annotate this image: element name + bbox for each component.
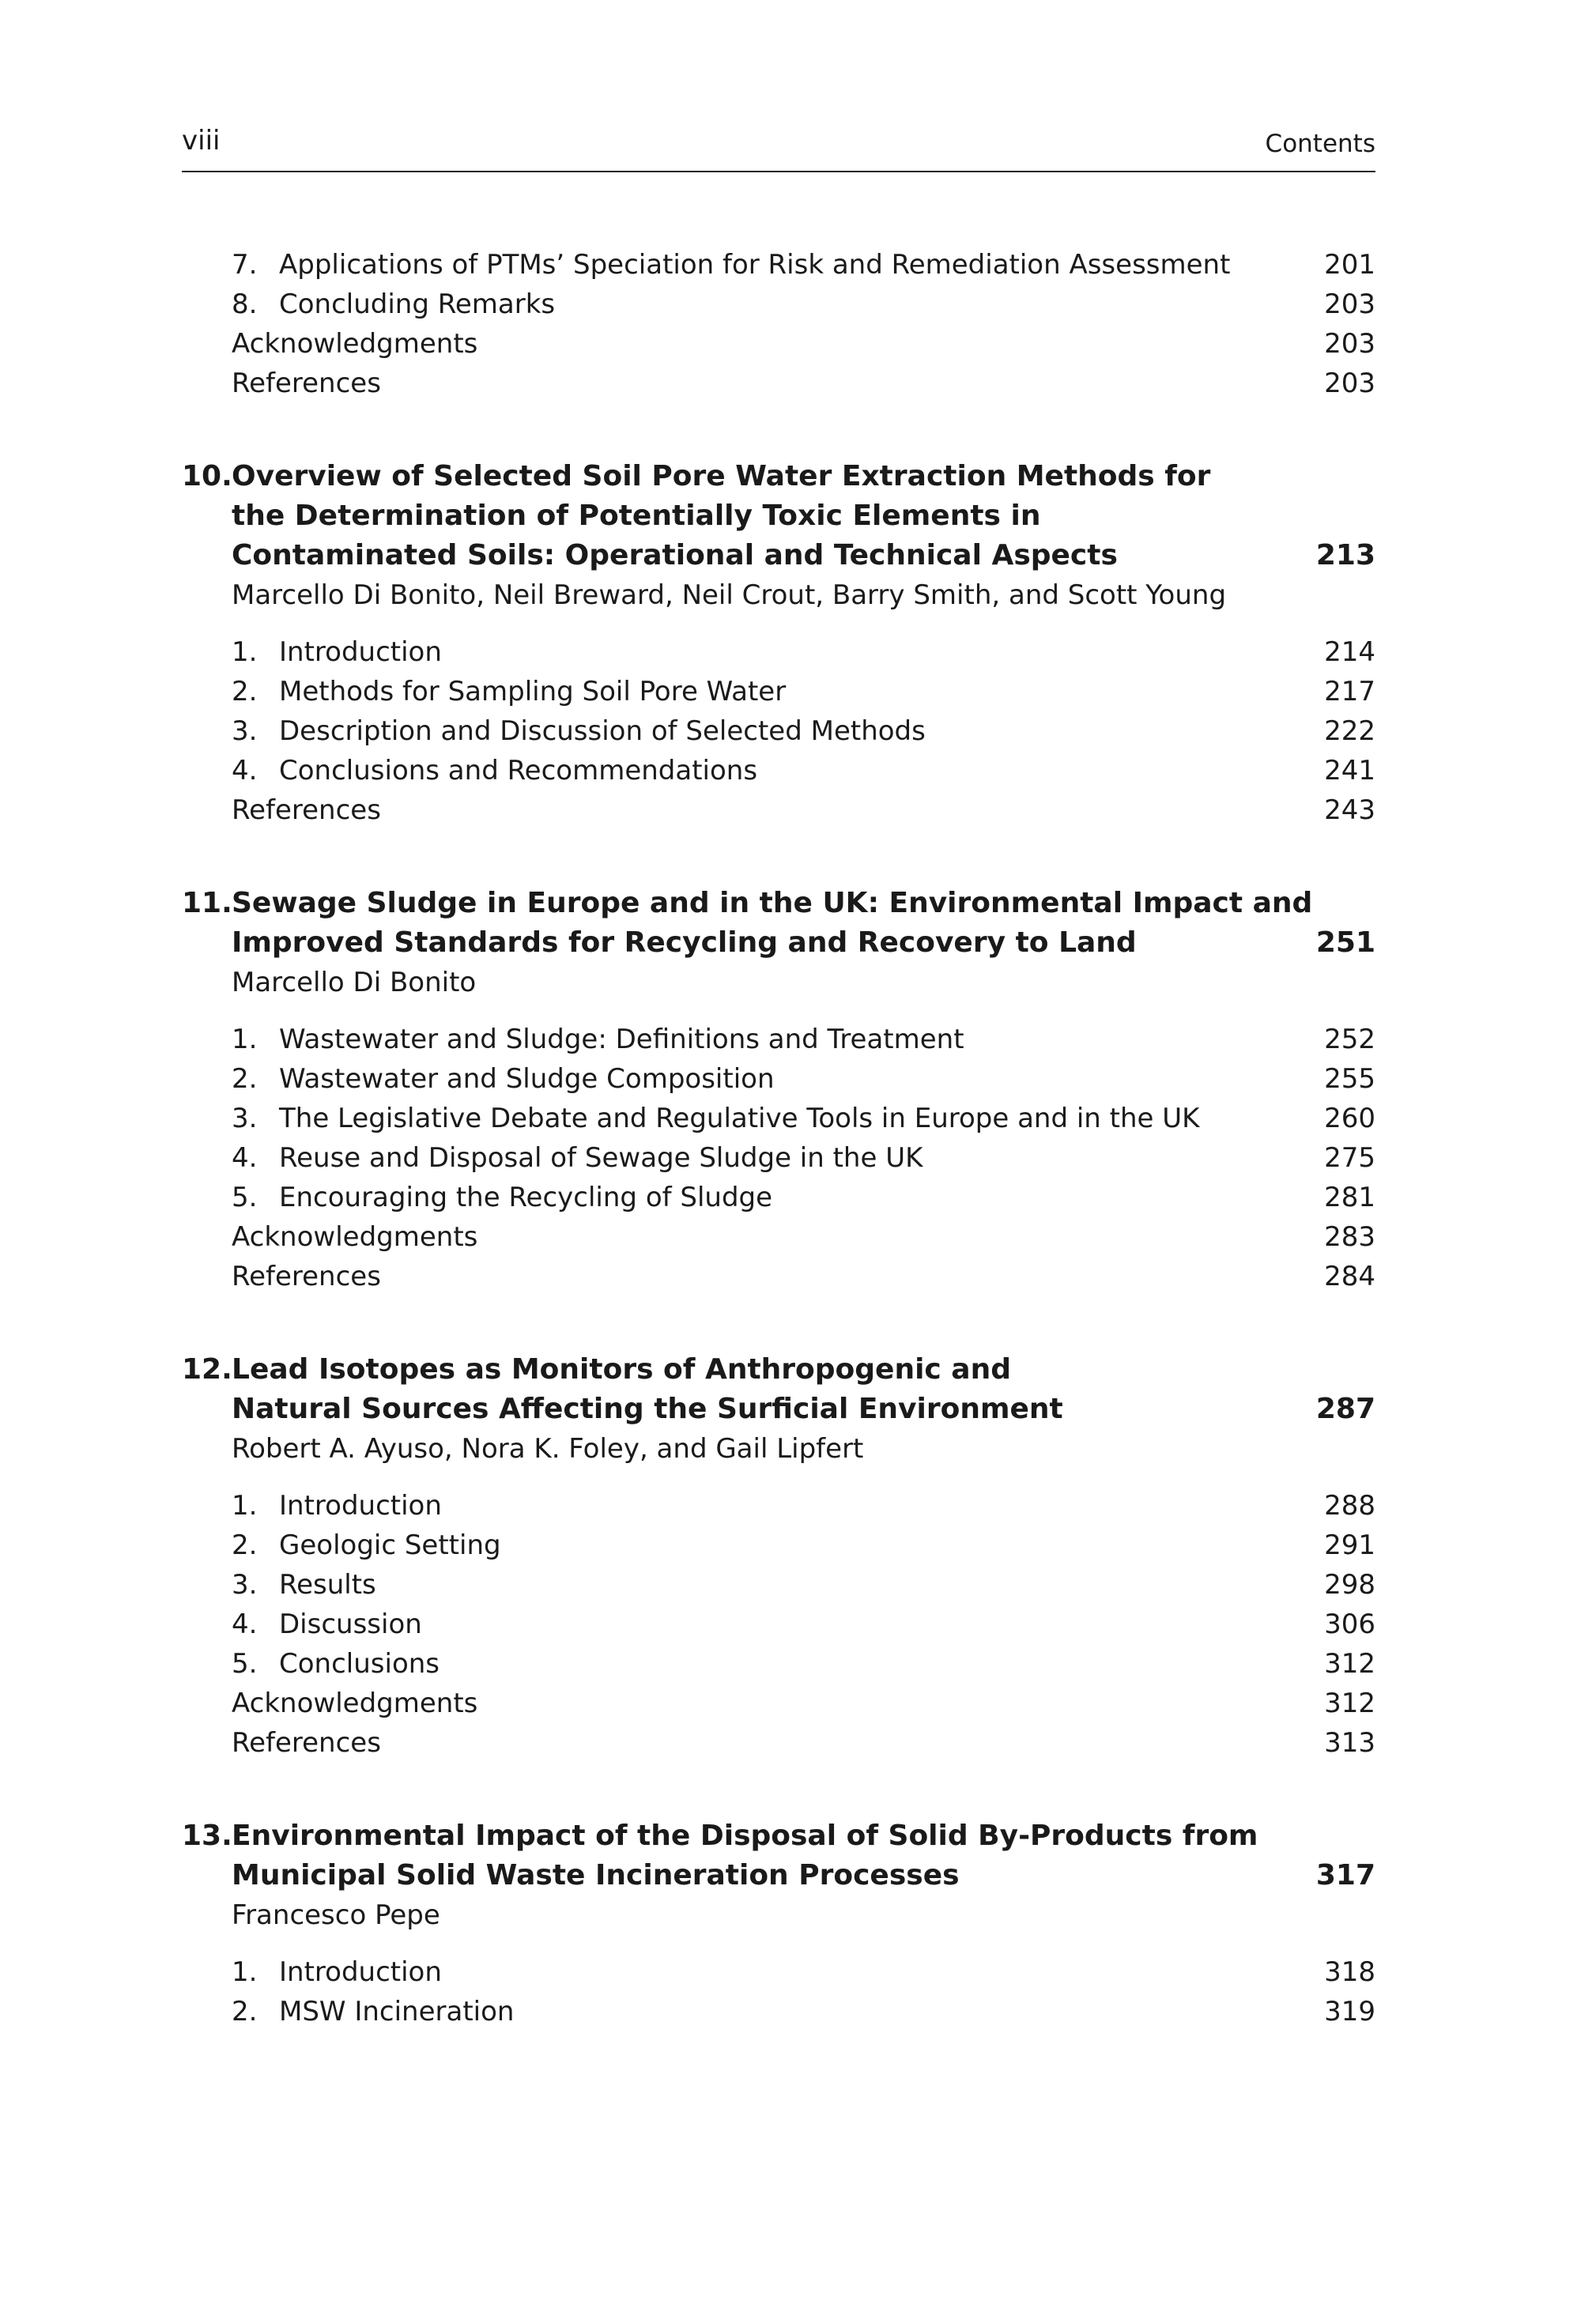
chapter-title-line[interactable]: [182, 496, 1375, 536]
chapter-page: 317: [1315, 1859, 1375, 1892]
chapter-12: [182, 1350, 1375, 1763]
chapter-title: Overview of Selected Soil Pore Water Extraction Methods for: [232, 460, 1211, 492]
section-number: 4.: [232, 1142, 258, 1174]
section-page: 203: [1324, 328, 1375, 360]
section-page: 318: [1324, 1956, 1375, 1988]
section-number: 7.: [232, 249, 258, 281]
toc-entry[interactable]: [182, 1020, 1375, 1059]
toc-entry[interactable]: [182, 364, 1375, 403]
section-title: Concluding Remarks: [279, 289, 556, 320]
chapter-authors: Marcello Di Bonito: [232, 967, 477, 998]
toc: [182, 245, 1375, 2031]
section-title: Results: [279, 1569, 376, 1601]
section-page: 319: [1324, 1996, 1375, 2027]
chapter-title-line[interactable]: [182, 1390, 1375, 1429]
toc-entry[interactable]: [182, 1099, 1375, 1138]
section-number: 5.: [232, 1648, 258, 1680]
chapter-number: 13.: [182, 1820, 232, 1852]
chapter-authors: Marcello Di Bonito, Neil Breward, Neil Crout, Barry Smith, and Scott Young: [232, 579, 1227, 611]
section-title: Introduction: [279, 1490, 442, 1522]
section-title: Geologic Setting: [279, 1529, 501, 1561]
chapter-title: Sewage Sludge in Europe and in the UK: Environmental Impact and: [232, 887, 1313, 919]
section-number: 2.: [232, 1529, 258, 1561]
chapter-title-line[interactable]: [182, 1350, 1375, 1390]
section-number: 3.: [232, 1103, 258, 1134]
section-title: Description and Discussion of Selected Methods: [279, 715, 926, 747]
chapter-title-line[interactable]: [182, 536, 1375, 575]
section-page: 203: [1324, 289, 1375, 320]
section-title: The Legislative Debate and Regulative Tools in Europe and in the UK: [279, 1103, 1200, 1134]
toc-entry[interactable]: [182, 1723, 1375, 1763]
section-page: 312: [1324, 1688, 1375, 1719]
section-title: Introduction: [279, 636, 442, 668]
section-page: 217: [1324, 676, 1375, 707]
toc-entry[interactable]: [182, 1526, 1375, 1565]
section-number: 4.: [232, 1609, 258, 1640]
section-title: References: [232, 1727, 381, 1759]
section-number: 3.: [232, 1569, 258, 1601]
toc-entry[interactable]: [182, 1486, 1375, 1526]
section-page: 298: [1324, 1569, 1375, 1601]
chapter-page: 251: [1315, 926, 1375, 959]
toc-entry[interactable]: [182, 751, 1375, 790]
section-page: 291: [1324, 1529, 1375, 1561]
chapter-page: 213: [1315, 539, 1375, 571]
section-page: 203: [1324, 368, 1375, 399]
section-page: 288: [1324, 1490, 1375, 1522]
section-title: Acknowledgments: [232, 1221, 478, 1253]
toc-entry[interactable]: [182, 1178, 1375, 1217]
section-page: 275: [1324, 1142, 1375, 1174]
toc-entry[interactable]: [182, 1257, 1375, 1296]
chapter-10: [182, 457, 1375, 830]
section-title: Acknowledgments: [232, 328, 478, 360]
chapter-title-line[interactable]: [182, 1856, 1375, 1895]
toc-entry[interactable]: [182, 1217, 1375, 1257]
toc-entry[interactable]: [182, 1992, 1375, 2031]
section-title: References: [232, 1261, 381, 1292]
section-title: Discussion: [279, 1609, 422, 1640]
section-page: 284: [1324, 1261, 1375, 1292]
section-title: Wastewater and Sludge Composition: [279, 1063, 775, 1095]
chapter-title-line[interactable]: [182, 923, 1375, 963]
chapter-title-line[interactable]: [182, 457, 1375, 496]
prev-chapter-sections: [182, 245, 1375, 403]
chapter-authors: Robert A. Ayuso, Nora K. Foley, and Gail Lipfert: [232, 1433, 864, 1465]
chapter-title-line[interactable]: [182, 884, 1375, 923]
section-title: References: [232, 368, 381, 399]
section-page: 260: [1324, 1103, 1375, 1134]
section-page: 243: [1324, 794, 1375, 826]
section-number: 2.: [232, 1063, 258, 1095]
section-title: Conclusions: [279, 1648, 440, 1680]
chapter-title: the Determination of Potentially Toxic Elements in: [232, 500, 1041, 532]
running-header: [182, 125, 1375, 172]
section-page: 252: [1324, 1024, 1375, 1055]
chapter-page: 287: [1315, 1393, 1375, 1425]
section-page: 281: [1324, 1182, 1375, 1213]
chapter-title: Municipal Solid Waste Incineration Processes: [232, 1859, 960, 1892]
section-title: Methods for Sampling Soil Pore Water: [279, 676, 787, 707]
section-title: MSW Incineration: [279, 1996, 515, 2027]
chapter-authors: Francesco Pepe: [232, 1899, 440, 1931]
toc-entry[interactable]: [182, 1565, 1375, 1605]
toc-entry[interactable]: [182, 1644, 1375, 1684]
section-title: Introduction: [279, 1956, 442, 1988]
section-number: 1.: [232, 1956, 258, 1988]
toc-entry[interactable]: [182, 324, 1375, 364]
toc-entry[interactable]: [182, 1605, 1375, 1644]
toc-entry[interactable]: [182, 1684, 1375, 1723]
section-page: 214: [1324, 636, 1375, 668]
section-number: 1.: [232, 636, 258, 668]
section-page: 313: [1324, 1727, 1375, 1759]
section-number: 8.: [232, 289, 258, 320]
section-number: 4.: [232, 755, 258, 786]
chapter-title: Improved Standards for Recycling and Recovery to Land: [232, 926, 1137, 959]
section-page: 255: [1324, 1063, 1375, 1095]
section-number: 1.: [232, 1490, 258, 1522]
chapter-number: 11.: [182, 887, 232, 919]
section-number: 5.: [232, 1182, 258, 1213]
chapter-title: Lead Isotopes as Monitors of Anthropogenic and: [232, 1353, 1011, 1386]
section-page: 201: [1324, 249, 1375, 281]
toc-entry[interactable]: [182, 672, 1375, 711]
toc-entry[interactable]: [182, 1059, 1375, 1099]
chapter-number: 12.: [182, 1353, 232, 1386]
chapter-13: [182, 1816, 1375, 2031]
chapter-title: Natural Sources Affecting the Surficial Environment: [232, 1393, 1063, 1425]
toc-entry[interactable]: [182, 1138, 1375, 1178]
toc-entry[interactable]: [182, 1952, 1375, 1992]
section-number: 2.: [232, 676, 258, 707]
chapter-title-line[interactable]: [182, 1816, 1375, 1856]
running-title: Contents: [1265, 130, 1375, 158]
chapter-title: Contaminated Soils: Operational and Technical Aspects: [232, 539, 1118, 571]
chapter-11: [182, 884, 1375, 1296]
page-folio: viii: [182, 125, 221, 157]
section-title: Wastewater and Sludge: Definitions and Treatment: [279, 1024, 964, 1055]
section-page: 283: [1324, 1221, 1375, 1253]
chapter-number: 10.: [182, 460, 232, 492]
toc-entry[interactable]: [182, 285, 1375, 324]
toc-entry[interactable]: [182, 245, 1375, 285]
section-title: Applications of PTMs’ Speciation for Risk and Remediation Assessment: [279, 249, 1231, 281]
toc-entry[interactable]: [182, 632, 1375, 672]
section-number: 1.: [232, 1024, 258, 1055]
section-title: References: [232, 794, 381, 826]
section-page: 306: [1324, 1609, 1375, 1640]
toc-entry[interactable]: [182, 711, 1375, 751]
section-title: Conclusions and Recommendations: [279, 755, 758, 786]
section-title: Acknowledgments: [232, 1688, 478, 1719]
chapter-title: Environmental Impact of the Disposal of Solid By-Products from: [232, 1820, 1258, 1852]
section-number: 3.: [232, 715, 258, 747]
section-number: 2.: [232, 1996, 258, 2027]
section-page: 222: [1324, 715, 1375, 747]
section-title: Reuse and Disposal of Sewage Sludge in the UK: [279, 1142, 923, 1174]
section-page: 241: [1324, 755, 1375, 786]
toc-entry[interactable]: [182, 790, 1375, 830]
section-title: Encouraging the Recycling of Sludge: [279, 1182, 773, 1213]
section-page: 312: [1324, 1648, 1375, 1680]
